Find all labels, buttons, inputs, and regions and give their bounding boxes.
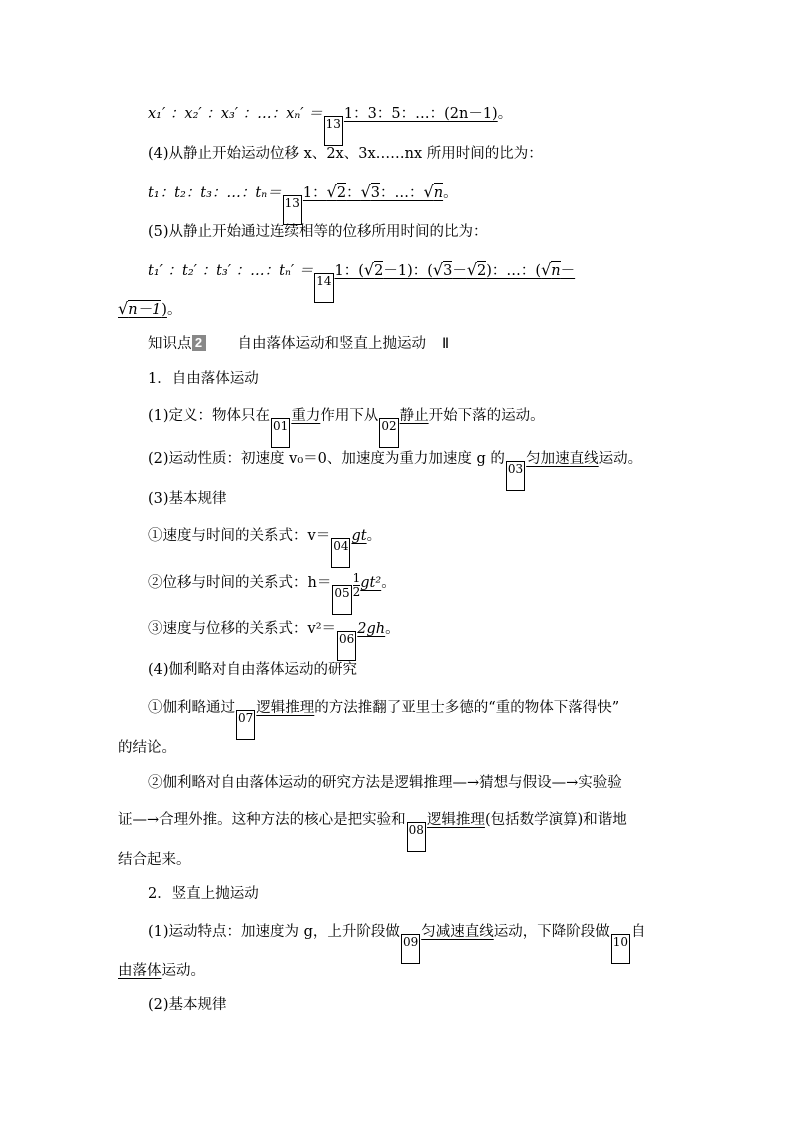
answer-box: 06	[337, 631, 356, 661]
answer-text: 匀加速直线	[526, 451, 599, 467]
galileo-heading: (4)伽利略对自由落体运动的研究	[148, 662, 358, 678]
vertical-throw-laws-heading: (2)基本规律	[148, 997, 227, 1013]
galileo-point-1: ①伽利略通过07逻辑推理的方法推翻了亚里士多德的“重的物体下落得快”	[148, 698, 619, 740]
paragraph-4: (4)从静止开始运动位移 x、2x、3x……nx 所用时间的比为：	[148, 146, 543, 162]
answer-text: 1：(√2－1)：(√3－√2)：…：(√n－	[334, 260, 576, 279]
sqrt-icon: √	[326, 182, 337, 201]
answer-box: 08	[407, 822, 426, 852]
answer-text: 重力	[291, 408, 321, 424]
answer-text: gt²	[360, 575, 382, 591]
answer-text: 逻辑推理	[256, 700, 315, 716]
sqrt-icon: √	[363, 260, 375, 279]
answer-box: 01	[271, 418, 290, 448]
answer-box: 05	[332, 585, 351, 615]
galileo-point-2-continued: 证—→合理外推。这种方法的核心是把实验和08逻辑推理(包括数学演算)和谐地	[118, 810, 627, 852]
answer-box: 03	[506, 461, 525, 491]
formula-velocity-displacement: ③速度与位移的关系式：v²＝062gh。	[148, 619, 400, 661]
answer-box: 04	[331, 538, 350, 568]
answer-text: gt	[351, 528, 367, 544]
answer-text: 匀减速直线	[421, 924, 494, 940]
fraction-half: $\frac{1}{2}$	[352, 571, 361, 599]
formula-displacement-time: ②位移与时间的关系式：h＝05 $\frac{1}{2}$ gt²。	[148, 572, 396, 615]
answer-box: 10	[611, 934, 630, 964]
sqrt-icon: √	[423, 182, 434, 201]
answer-box: 02	[379, 418, 398, 448]
definition-line: (1)定义：物体只在01重力作用下从02静止开始下落的运动。	[148, 406, 545, 448]
sqrt-icon: √	[360, 182, 371, 201]
answer-text: 逻辑推理	[426, 812, 485, 828]
paragraph-5: (5)从静止开始通过连续相等的位移所用时间的比为：	[148, 224, 488, 240]
vertical-throw-features: (1)运动特点：加速度为 g，上升阶段做09匀减速直线运动，下降阶段做10自	[148, 922, 646, 964]
answer-box: 09	[401, 934, 420, 964]
answer-box: 14	[314, 273, 333, 303]
answer-text: 1：3：5：…：(2n－1)	[343, 106, 498, 122]
answer-text: 静止	[399, 408, 429, 424]
answer-box: 13	[324, 116, 343, 146]
vertical-throw-features-continued: 由落体运动。	[118, 963, 205, 979]
section-heading: 知识点 2 自由落体运动和竖直上抛运动 Ⅱ	[148, 335, 450, 352]
answer-box: 07	[236, 710, 255, 740]
ratio-line-equal-displacement: t₁′ ：t₂′ ：t₃′ ：…：tₙ′ ＝141：(√2－1)：(√3－√2)：…：(√n－	[148, 260, 575, 303]
subheading-free-fall: 1．自由落体运动	[148, 371, 259, 387]
ratio-line-time: t₁：t₂：t₃：…：tₙ＝131：√2：√3：…：√n。	[148, 182, 458, 225]
sqrt-icon: √	[118, 299, 129, 318]
sqrt-icon: √	[432, 260, 444, 279]
formula-velocity-time: ①速度与时间的关系式：v＝04gt。	[148, 526, 381, 568]
sqrt-icon: √	[541, 260, 552, 279]
answer-text: 由落体	[118, 963, 162, 979]
property-line: (2)运动性质：初速度 v₀＝0、加速度为重力加速度 g 的03匀加速直线运动。	[148, 449, 642, 491]
ratio-line-equal-time: x₁′ ：x₂′ ：x₃′ ：…：xₙ′ ＝131：3：5：…：(2n－1)。	[148, 104, 512, 146]
section-number-badge: 2	[192, 335, 206, 351]
answer-text: 2gh	[357, 621, 386, 637]
answer-text: √n－1)	[118, 299, 167, 318]
galileo-point-1-continued: 的结论。	[118, 740, 176, 756]
answer-text: 1：√2：√3：…：√n	[302, 182, 444, 201]
sqrt-icon: √	[466, 260, 478, 279]
subheading-vertical-throw: 2．竖直上抛运动	[148, 886, 259, 902]
galileo-point-2: ②伽利略对自由落体运动的研究方法是逻辑推理—→猜想与假设—→实验验	[148, 775, 622, 791]
ratio-line-continued: √n－1)。	[118, 299, 182, 318]
basic-laws-heading: (3)基本规律	[148, 491, 227, 507]
galileo-point-2-end: 结合起来。	[118, 852, 191, 868]
answer-box: 13	[283, 195, 302, 225]
